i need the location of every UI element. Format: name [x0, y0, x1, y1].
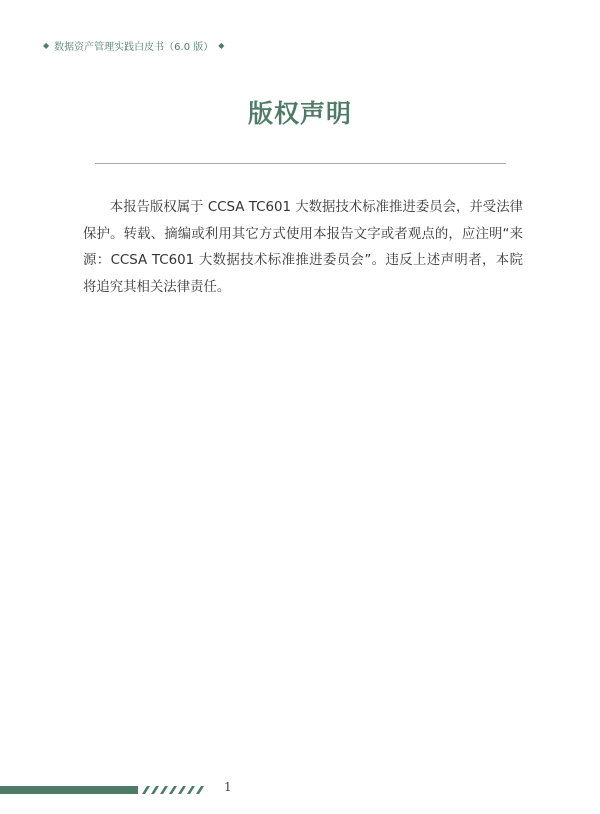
- diamond-icon: ◆: [43, 40, 50, 50]
- page-number: 1: [224, 780, 232, 794]
- footer-decorative-bar: [0, 786, 210, 794]
- title-divider: [95, 163, 506, 164]
- copyright-statement: 本报告版权属于 CCSA TC601 大数据技术标准推进委员会，并受法律保护。转载、摘编或利用其它方式使用本报告文字或者观点的，应注明“来源：CCSA TC601 大数据技术标准推进委员会”。违反上述声明者，本院将追究其相关法律责任。: [83, 200, 523, 295]
- page-title: 版权声明: [247, 99, 352, 128]
- diamond-icon: ◆: [218, 40, 225, 50]
- running-title: 数据资产管理实践白皮书（6.0 版）: [54, 41, 214, 53]
- running-header: [43, 38, 224, 52]
